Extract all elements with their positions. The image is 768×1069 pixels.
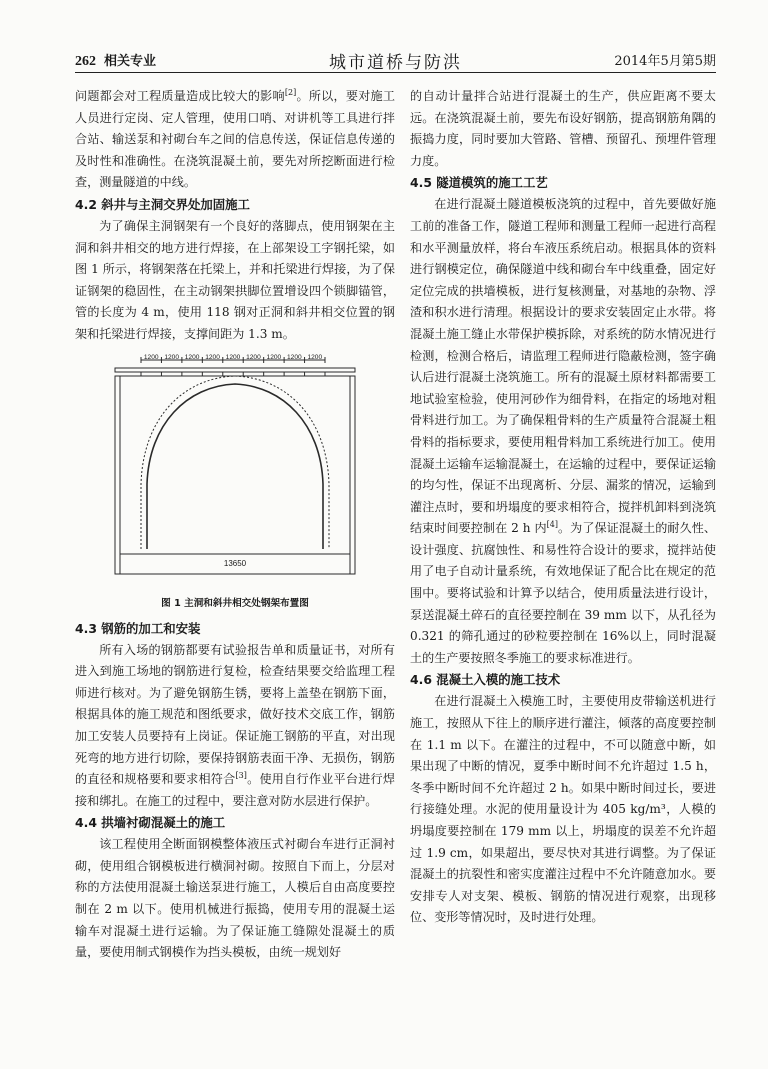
dimension-label: 1200: [225, 353, 241, 361]
steel-frame-drawing: [109, 354, 361, 592]
section-4-5-title: 4.5 隧道模筑的施工工艺: [410, 175, 548, 191]
width-label: 13650: [223, 558, 247, 568]
dimension-label: 1200: [266, 353, 282, 361]
page-header: [75, 44, 716, 73]
left-wall: [115, 376, 120, 574]
section-4-4-text: 该工程使用全断面钢模整体液压式衬砌台车进行正洞衬砌，使用组合钢模板进行横洞衬砌。按照自下而上，分层对称的方法使用混凝土输送泵进行施工，人模后自由高度要控制在 2 m 以下。使用机械进行振捣，使用专用的混凝土运输车对混凝土进行运输。为了保证施工缝隙处混凝土的质量，要使用制式钢模作为挡头模板，由统一规划好: [75, 837, 395, 960]
dimension-label: 1200: [246, 353, 261, 361]
right-column: [410, 86, 716, 929]
dimension-label: 1200: [205, 353, 220, 361]
issue-label: 2014年5月第5期: [614, 54, 716, 69]
dimension-label: 1200: [143, 353, 159, 361]
dimension-label: 1200: [164, 353, 180, 361]
citation: [2]: [284, 87, 297, 97]
section-4-3-text: 所有入场的钢筋都要有试验报告单和质量证书，对所有进入到施工场地的钢筋进行复检，检查结果要交给监理工程师进行核对。为了避免钢筋生锈，要将上盖垫在钢筋下面，根据具体的施工规范和图纸要求，做好技术交底工作，钢筋加工安装人员要持有上岗证。保证施工钢筋的平直，对出现死弯的地方进行切除，要保持钢筋表面干净、无损伤，钢筋的直径和规格要和要求相符合[3]。使用自行作业平台进行焊接和绑扎。在施工的过程中，要注意对防水层进行保护。: [75, 642, 395, 808]
journal-title: 城市道桥与防洪: [329, 53, 462, 73]
tunnel-arch-outer: [141, 376, 329, 549]
section-4-2-title: 4.2 斜井与主洞交界处加固施工: [75, 196, 250, 212]
continued-paragraph: 的自动计量拌合站进行混凝土的生产，供应距离不要太远。在浇筑混凝土前，要先布设好钢筋，提高钢筋角隅的振捣力度，同时要加大管路、管槽、预留孔、预埋件管理力度。: [410, 89, 716, 168]
section-4-4-title: 4.4 拱墙衬砌混凝土的施工: [75, 815, 226, 831]
tunnel-arch: [147, 384, 323, 549]
section-4-3-title: 4.3 钢筋的加工和安装: [75, 620, 201, 636]
section-4-2-text: 为了确保主洞钢架有一个良好的落脚点，使用钢架在主洞和斜井相交的地方进行焊接，在上部架设工字钢托梁，如图 1 所示，将钢架落在托梁上，并和托梁进行焊接，为了保证钢架的稳固性，在主动钢架拱脚位置增设四个锁脚锚管，管的长度为 4 m，使用 118 钢对正洞和斜井相交位置的钢架和托梁进行焊接，支撑间距为 1.3 m。: [75, 218, 395, 341]
dimension-label: 1200: [286, 353, 302, 361]
dimension-label: 1200: [307, 353, 323, 361]
section-label: 相关专业: [104, 54, 157, 69]
citation: [3]: [235, 771, 247, 781]
page-number: 262: [75, 54, 96, 69]
section-4-6-title: 4.6 混凝土入模的施工技术: [410, 672, 561, 688]
section-4-6-text: 在进行混凝土入模施工时，主要使用皮带输送机进行施工，按照从下往上的顺序进行灌注，倾落的高度要控制在 1.1 m 以下。在灌注的过程中，不可以随意中断，如果出现了中断的情况，夏季中断时间不允许超过 1.5 h，冬季中断时间不允许超过 2 h。如果中断时间过长，要进行接缝处理。水泥的使用量设计为 405 kg/m³，人模的坍塌度要控制在 179 mm 以上，坍塌度的误差不允许超过 1.9 cm，如果超出，要尽快对其进行调整。为了保证混凝土的抗裂性和密实度灌注过程中不允许随意加水。要安排专人对支架、模板、钢筋的情况进行观察，出现移位、变形等情况时，及时进行处理。: [410, 694, 716, 925]
section-4-5-text: 在进行混凝土隧道模板浇筑的过程中，首先要做好施工前的准备工作，隧道工程师和测量工程师一起进行高程和水平测量放样，将台车液压系统启动。根据具体的资料进行钢模定位，确保隧道中线和砌台车中线重叠，固定好定位完成的拱墙模板，进行复核测量，对基地的杂物、浮渣和积水进行清理。根据设计的要求安装固定止水带。将混凝土施工缝止水带保护模拆除，对系统的防水情况进行检测，检测合格后，请监理工程师进行隐蔽检测，签字确认后进行混凝土浇筑施工。所有的混凝土原材料都需要工地试验室检验，使用河砂作为细骨料，在指定的场地对粗骨料进行加工。为了确保粗骨料的生产质量符合混凝土粗骨料的指标要求，要使用粗骨料加工系统进行加工。使用混凝土运输车运输混凝土，在运输的过程中，要保证运输的均匀性，保证不出现离析、分层、漏浆的情况，运输到灌注点时，要和坍塌度的要求相符合，搅拌机卸料到浇筑结束时间要控制在 2 h 内[4]。为了保证混凝土的耐久性、设计强度、抗腐蚀性、和易性符合设计的要求，搅拌站使用了电子自动计量系统，有效地保证了配合比在规定的范围中。要将试验和计算予以结合，使用质量法进行设计，泵送混凝土碎石的直径要控制在 39 mm 以下，从孔径为 0.321 的筛孔通过的砂粒要控制在 16%以上，同时混凝土的生产要按照冬季施工的要求标准进行。: [410, 197, 716, 665]
figure-1: [75, 354, 395, 612]
dimension-label: 1200: [184, 353, 200, 361]
citation: [4]: [546, 520, 558, 530]
right-wall: [350, 376, 355, 574]
figure-caption: 图 1 主洞和斜井相交处钢架布置图: [161, 597, 309, 609]
top-beam: [115, 368, 355, 372]
left-column: [75, 86, 395, 964]
intro-paragraph: 问题都会对工程质量造成比较大的影响[2]。所以，要对施工人员进行定岗、定人管理，使用口哨、对讲机等工具进行拌合站、输送泵和衬砌台车之间的信息传送，保证信息传递的及时性和准确性。在浇筑混凝土前，要先对所挖断面进行检查，测量隧道的中线。: [75, 87, 395, 190]
